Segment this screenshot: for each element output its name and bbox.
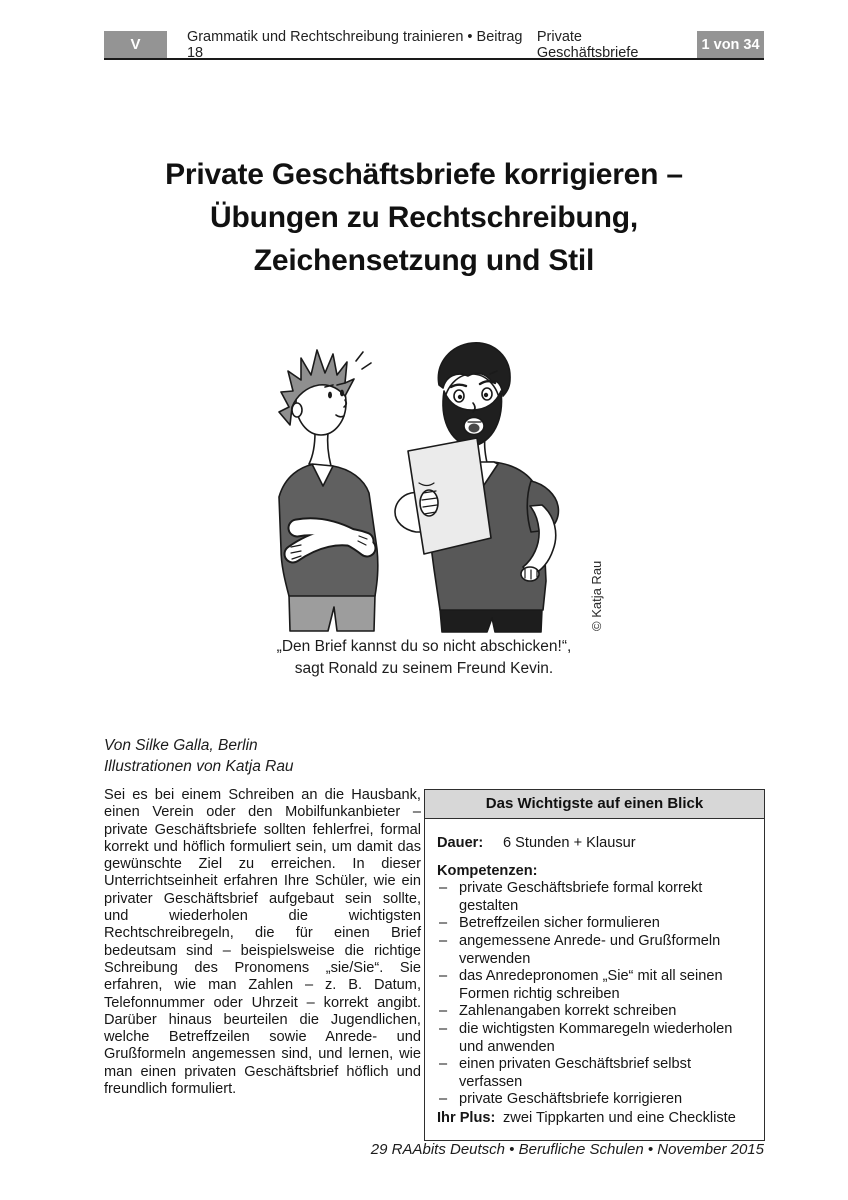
competency-item: – private Geschäftsbriefe formal korrekt gestalten: [437, 880, 756, 915]
title-line-3: Zeichensetzung und Stil: [253, 244, 595, 277]
caption-line-1: „Den Brief kannst du so nicht abschicken!“,: [276, 638, 572, 655]
page-title: [0, 153, 848, 282]
info-box-body: [425, 819, 764, 1140]
title-line-2: Übungen zu Rechtschreibung,: [210, 201, 638, 234]
competency-item: – einen privaten Geschäftsbrief selbst verfassen: [437, 1056, 756, 1091]
competency-item: – Zahlenangaben korrekt schreiben: [437, 1003, 756, 1021]
info-box: [424, 789, 765, 1141]
competency-item: – das Anredepronomen „Sie“ mit all seinen Formen richtig schreiben: [437, 968, 756, 1003]
letter-paper: [408, 438, 491, 554]
ronald-figure: [395, 343, 558, 632]
caption-line-2: sagt Ronald zu seinem Freund Kevin.: [294, 660, 554, 677]
intro-paragraph: Sei es bei einem Schreiben an die Hausbank, einen Verein oder den Mobilfunkanbieter – private Geschäftsbriefe sollten fehlerfrei, formal korrekt und höflich formuliert sein, um damit das gewünschte Ziel zu erreichen. In dieser Unterrichtseinheit erfahren Ihre Schüler, wie ein privater Geschäftsbrief aufgebaut sein sollte, und wiederholen die wichtigsten Rechtschreibregeln, die für einen Brief bedeutsam sind – beispielsweise die richtige Schreibung des Pronomens „sie/Sie“. Sie erfahren, wie man Zahlen – z. B. Datum, Telefonnummer oder Uhrzeit – korrekt angibt. Darüber hinaus beurteilen die Jugendlichen, welche Betreffzeilen sowie Anrede- und Grußformeln angemessen sind, und lernen, wie man einen privaten Geschäftsbrief höflich und freundlich formuliert.: [104, 787, 421, 1098]
kevin-figure: [279, 350, 378, 631]
illustration: [243, 333, 623, 633]
plus-value: zwei Tippkarten und eine Checkliste: [503, 1109, 736, 1126]
byline: [104, 736, 294, 777]
byline-illustrator: Illustrationen von Katja Rau: [104, 757, 294, 775]
competencies-label: Kompetenzen:: [437, 862, 538, 879]
title-line-1: Private Geschäftsbriefe korrigieren –: [165, 158, 683, 191]
topic-label: Private Geschäftsbriefe: [536, 28, 639, 61]
photo-credit: © Katja Rau: [589, 560, 604, 631]
duration-row: [437, 835, 756, 853]
duration-value: 6 Stunden + Klausur: [503, 835, 636, 851]
series-title: Grammatik und Rechtschreibung trainieren • Beitrag 18: [186, 28, 523, 61]
plus-row: [437, 1110, 756, 1128]
volume-badge: V: [104, 31, 167, 58]
byline-author: Von Silke Galla, Berlin: [104, 737, 258, 754]
competency-item: – Betreffzeilen sicher formulieren: [437, 915, 756, 933]
page-header: [104, 28, 764, 61]
illustration-caption: [0, 636, 848, 680]
page-count-badge: 1 von 34: [697, 31, 764, 58]
competency-item: – private Geschäftsbriefe korrigieren: [437, 1091, 756, 1109]
competency-item: – angemessene Anrede- und Grußformeln verwenden: [437, 933, 756, 968]
duration-label: Dauer:: [437, 835, 484, 851]
competencies-list: [437, 880, 756, 1109]
plus-label: Ihr Plus:: [437, 1109, 496, 1126]
footer-credit: 29 RAAbits Deutsch • Berufliche Schulen • November 2015: [370, 1141, 764, 1158]
info-box-title: Das Wichtigste auf einen Blick: [425, 790, 764, 819]
competency-item: – die wichtigsten Kommaregeln wiederholen und anwenden: [437, 1021, 756, 1056]
